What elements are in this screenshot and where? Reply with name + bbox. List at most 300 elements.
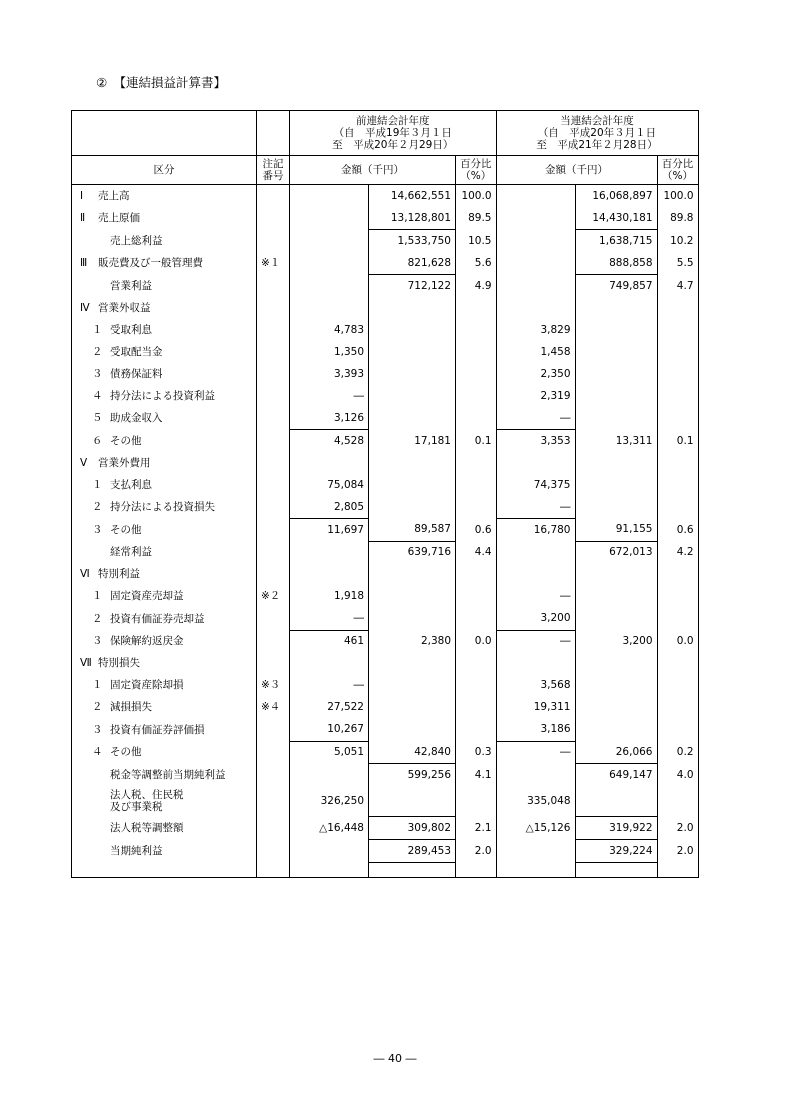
curr-subtotal (575, 496, 657, 519)
curr-ratio (657, 474, 698, 496)
curr-item-amount: 3,186 (496, 719, 575, 742)
prev-ratio (456, 341, 497, 363)
row-label (72, 385, 257, 407)
row-ordinal: １ (92, 590, 103, 603)
curr-item-amount: 19,311 (496, 697, 575, 719)
row-label (72, 519, 257, 542)
curr-ratio (657, 786, 698, 817)
row-ordinal: ３ (92, 367, 103, 380)
prev-ratio-line2: （%） (460, 170, 492, 182)
curr-item-amount: ― (496, 407, 575, 430)
curr-subtotal: 26,066 (575, 741, 657, 764)
prev-subtotal: 599,256 (369, 764, 456, 787)
prev-ratio: 5.6 (456, 252, 497, 275)
empty-cell (369, 863, 456, 878)
note-cell (257, 608, 290, 631)
prev-subtotal: 821,628 (369, 252, 456, 275)
empty-cell (657, 863, 698, 878)
note-cell (257, 385, 290, 407)
curr-subtotal: 16,068,897 (575, 185, 657, 208)
prev-ratio: 0.3 (456, 741, 497, 764)
prev-item-amount (290, 764, 369, 787)
note-cell (257, 207, 290, 230)
row-label (72, 407, 257, 430)
table-row (72, 297, 699, 319)
curr-ratio: 4.2 (657, 541, 698, 564)
prev-subtotal (369, 407, 456, 430)
row-label-text: 当期純利益 (110, 844, 163, 857)
prev-ratio (456, 786, 497, 817)
row-ordinal: Ⅶ (80, 657, 92, 670)
row-label (72, 817, 257, 840)
prev-ratio (456, 564, 497, 586)
header-blank-note (257, 111, 290, 156)
curr-subtotal (575, 452, 657, 474)
row-label-text: 投資有価証券評価損 (110, 723, 205, 736)
table-row (72, 741, 699, 764)
row-label (72, 275, 257, 298)
prev-ratio (456, 452, 497, 474)
curr-item-amount: △15,126 (496, 817, 575, 840)
prev-ratio-header (456, 156, 497, 185)
curr-subtotal: 1,638,715 (575, 230, 657, 253)
row-label-text-line2: 及び事業税 (110, 801, 163, 814)
curr-ratio (657, 496, 698, 519)
row-label-text: 投資有価証券売却益 (110, 612, 205, 625)
curr-period-to: 至 平成21年２月28日） (536, 139, 658, 152)
row-ordinal: ５ (92, 412, 103, 424)
empty-cell (257, 863, 290, 878)
prev-subtotal (369, 564, 456, 586)
curr-item-amount (496, 252, 575, 275)
table-row (72, 341, 699, 363)
table-row (72, 840, 699, 863)
prev-subtotal (369, 697, 456, 719)
row-ordinal: ６ (92, 434, 103, 447)
prev-item-amount: 1,350 (290, 341, 369, 363)
empty-cell (575, 863, 657, 878)
prev-subtotal: 13,128,801 (369, 207, 456, 230)
table-row (72, 496, 699, 519)
curr-ratio (657, 608, 698, 631)
prev-subtotal (369, 586, 456, 608)
prev-subtotal (369, 385, 456, 407)
curr-ratio: 100.0 (657, 185, 698, 208)
curr-item-amount: 3,568 (496, 675, 575, 697)
curr-subtotal (575, 608, 657, 631)
row-label (72, 319, 257, 341)
row-label-text: 持分法による投資損失 (110, 501, 215, 513)
note-cell (257, 474, 290, 496)
prev-subtotal (369, 675, 456, 697)
row-label (72, 297, 257, 319)
table-row (72, 764, 699, 787)
row-label-text: 持分法による投資利益 (110, 389, 215, 402)
prev-ratio (456, 474, 497, 496)
row-label-text: 受取利息 (110, 323, 152, 336)
curr-subtotal (575, 564, 657, 586)
curr-subtotal (575, 363, 657, 385)
prev-subtotal: 1,533,750 (369, 230, 456, 253)
prev-subtotal: 289,453 (369, 840, 456, 863)
row-label (72, 697, 257, 719)
prev-ratio (456, 719, 497, 742)
prev-ratio (456, 407, 497, 430)
prev-subtotal: 17,181 (369, 430, 456, 453)
curr-item-amount: 74,375 (496, 474, 575, 496)
header-blank (72, 111, 257, 156)
table-row (72, 719, 699, 742)
curr-subtotal (575, 653, 657, 675)
empty-cell (496, 863, 575, 878)
curr-ratio: 10.2 (657, 230, 698, 253)
curr-ratio: 0.2 (657, 741, 698, 764)
row-ordinal: Ⅲ (80, 257, 88, 269)
curr-subtotal: 749,857 (575, 275, 657, 298)
row-label-text: 税金等調整前当期純利益 (110, 768, 226, 781)
note-cell (257, 653, 290, 675)
row-ordinal: Ⅵ (80, 568, 90, 581)
row-label-text: 債務保証料 (110, 367, 163, 380)
curr-ratio (657, 385, 698, 407)
prev-subtotal (369, 719, 456, 742)
note-cell (257, 496, 290, 519)
row-label-text: その他 (110, 746, 142, 758)
row-label (72, 741, 257, 764)
prev-subtotal: 89,587 (369, 519, 456, 542)
curr-subtotal: 91,155 (575, 519, 657, 542)
curr-subtotal (575, 385, 657, 407)
prev-subtotal (369, 608, 456, 631)
prev-subtotal: 2,380 (369, 630, 456, 653)
prev-subtotal: 14,662,551 (369, 185, 456, 208)
empty-cell (72, 863, 257, 878)
row-label-text: その他 (110, 434, 142, 447)
note-no-header (257, 156, 290, 185)
prev-subtotal (369, 341, 456, 363)
curr-period-title: 当連結会計年度 (560, 114, 634, 127)
prev-amount-header: 金額（千円） (290, 156, 456, 185)
row-label (72, 230, 257, 253)
row-label-text: 法人税等調整額 (110, 821, 184, 834)
row-label-text: 助成金収入 (110, 412, 163, 424)
prev-item-amount: 5,051 (290, 741, 369, 764)
table-row (72, 608, 699, 631)
prev-ratio: 0.6 (456, 519, 497, 542)
curr-amount-header: 金額（千円） (496, 156, 657, 185)
curr-ratio (657, 407, 698, 430)
curr-subtotal (575, 786, 657, 817)
prev-ratio (456, 297, 497, 319)
prev-subtotal: 639,716 (369, 541, 456, 564)
prev-subtotal: 309,802 (369, 817, 456, 840)
prev-item-amount: 11,697 (290, 519, 369, 542)
row-ordinal: Ⅳ (80, 301, 90, 314)
table-row (72, 430, 699, 453)
row-label (72, 207, 257, 230)
curr-item-amount: 3,353 (496, 430, 575, 453)
prev-ratio: 0.1 (456, 430, 497, 453)
prev-subtotal (369, 653, 456, 675)
note-cell (257, 363, 290, 385)
row-label-text: 固定資産除却損 (110, 679, 184, 692)
curr-item-amount (496, 840, 575, 863)
row-ordinal: ３ (92, 723, 103, 736)
row-ordinal: ２ (92, 501, 103, 513)
curr-ratio (657, 653, 698, 675)
curr-item-amount (496, 653, 575, 675)
curr-ratio: 5.5 (657, 252, 698, 275)
curr-item-amount: 1,458 (496, 341, 575, 363)
prev-ratio: 4.4 (456, 541, 497, 564)
prev-ratio (456, 653, 497, 675)
prev-item-amount: 1,918 (290, 586, 369, 608)
row-label (72, 764, 257, 787)
note-no-line1: 注記 (262, 157, 284, 170)
row-label (72, 840, 257, 863)
table-row (72, 185, 699, 208)
row-ordinal: Ⅰ (80, 189, 84, 202)
row-label (72, 786, 257, 817)
row-label-text: 保険解約返戻金 (110, 635, 184, 647)
note-cell (257, 341, 290, 363)
note-no-line2: 番号 (262, 170, 284, 182)
prev-ratio (456, 496, 497, 519)
row-label (72, 496, 257, 519)
prev-ratio: 2.1 (456, 817, 497, 840)
row-ordinal: ４ (92, 389, 103, 402)
table-row (72, 519, 699, 542)
table-row (72, 319, 699, 341)
prev-ratio: 89.5 (456, 207, 497, 230)
curr-item-amount: 16,780 (496, 519, 575, 542)
row-label (72, 341, 257, 363)
prev-subtotal (369, 786, 456, 817)
row-label (72, 630, 257, 653)
prev-subtotal (369, 452, 456, 474)
curr-ratio: 2.0 (657, 817, 698, 840)
table-row (72, 230, 699, 253)
note-cell (257, 519, 290, 542)
table-end-row (72, 863, 699, 878)
table-row (72, 407, 699, 430)
row-label-text: 売上総利益 (110, 234, 163, 247)
table-row (72, 586, 699, 608)
curr-item-amount: ― (496, 496, 575, 519)
curr-subtotal: 13,311 (575, 430, 657, 453)
curr-item-amount: 335,048 (496, 786, 575, 817)
row-label-text: 受取配当金 (110, 345, 163, 358)
row-label (72, 675, 257, 697)
note-cell (257, 564, 290, 586)
curr-subtotal: 329,224 (575, 840, 657, 863)
row-label-text: 支払利息 (110, 478, 152, 491)
row-label (72, 252, 257, 275)
row-label (72, 653, 257, 675)
table-row (72, 452, 699, 474)
prev-item-amount (290, 207, 369, 230)
note-cell (257, 452, 290, 474)
note-cell (257, 840, 290, 863)
prev-item-amount: 3,126 (290, 407, 369, 430)
prev-item-amount (290, 452, 369, 474)
table-row (72, 675, 699, 697)
row-label (72, 541, 257, 564)
prev-ratio (456, 675, 497, 697)
curr-subtotal (575, 719, 657, 742)
row-label-text: 法人税、住民税 (110, 788, 184, 801)
prev-item-amount (290, 840, 369, 863)
prev-period-from: （自 平成19年３月１日 (333, 126, 452, 139)
note-cell (257, 230, 290, 253)
row-ordinal: Ⅴ (80, 456, 88, 469)
table-row (72, 252, 699, 275)
note-cell (257, 786, 290, 817)
prev-ratio (456, 319, 497, 341)
prev-ratio: 4.9 (456, 275, 497, 298)
income-statement-table (71, 110, 699, 878)
note-cell (257, 430, 290, 453)
row-ordinal: ２ (92, 345, 103, 358)
prev-subtotal (369, 496, 456, 519)
table-row (72, 363, 699, 385)
prev-item-amount: 27,522 (290, 697, 369, 719)
prev-subtotal: 42,840 (369, 741, 456, 764)
row-ordinal: ２ (92, 701, 103, 714)
prev-ratio (456, 363, 497, 385)
row-label (72, 608, 257, 631)
curr-subtotal (575, 319, 657, 341)
page-number: ― 40 ― (373, 1052, 417, 1065)
prev-item-amount (290, 185, 369, 208)
row-ordinal: ４ (92, 746, 103, 758)
note-cell (257, 275, 290, 298)
note-cell (257, 297, 290, 319)
curr-subtotal (575, 586, 657, 608)
prev-subtotal (369, 363, 456, 385)
note-cell (257, 741, 290, 764)
curr-ratio (657, 319, 698, 341)
curr-subtotal: 888,858 (575, 252, 657, 275)
curr-ratio: 0.0 (657, 630, 698, 653)
prev-item-amount (290, 230, 369, 253)
prev-item-amount (290, 541, 369, 564)
row-label-text: 営業外費用 (98, 456, 151, 469)
prev-item-amount (290, 564, 369, 586)
row-ordinal: ３ (92, 635, 103, 647)
prev-subtotal (369, 319, 456, 341)
curr-subtotal: 319,922 (575, 817, 657, 840)
curr-item-amount (496, 764, 575, 787)
curr-subtotal (575, 474, 657, 496)
prev-item-amount: △16,448 (290, 817, 369, 840)
curr-ratio (657, 564, 698, 586)
row-label (72, 430, 257, 453)
row-label-text: 特別損失 (98, 657, 140, 670)
table-row (72, 817, 699, 840)
note-cell (257, 764, 290, 787)
row-label-text: 減損損失 (110, 701, 152, 714)
prev-ratio (456, 385, 497, 407)
curr-item-amount: ― (496, 630, 575, 653)
empty-cell (456, 863, 497, 878)
prev-subtotal: 712,122 (369, 275, 456, 298)
curr-item-amount: 3,200 (496, 608, 575, 631)
curr-item-amount: ― (496, 586, 575, 608)
curr-subtotal (575, 407, 657, 430)
row-label-text: 売上高 (98, 189, 130, 202)
note-cell: ※２ (257, 586, 290, 608)
row-ordinal: １ (92, 323, 103, 336)
note-cell: ※４ (257, 697, 290, 719)
row-label (72, 363, 257, 385)
empty-cell (290, 863, 369, 878)
prev-ratio: 2.0 (456, 840, 497, 863)
curr-period-from: （自 平成20年３月１日 (537, 126, 657, 139)
curr-ratio-line2: （%） (662, 170, 693, 182)
prev-item-amount: 4,783 (290, 319, 369, 341)
row-ordinal: Ⅱ (80, 212, 86, 224)
note-cell (257, 630, 290, 653)
prev-ratio: 4.1 (456, 764, 497, 787)
curr-subtotal: 3,200 (575, 630, 657, 653)
row-ordinal: ３ (92, 523, 103, 536)
table-row (72, 653, 699, 675)
curr-ratio (657, 363, 698, 385)
prev-period-to: 至 平成20年２月29日） (332, 139, 454, 152)
curr-subtotal: 672,013 (575, 541, 657, 564)
curr-subtotal: 649,147 (575, 764, 657, 787)
curr-ratio: 89.8 (657, 207, 698, 230)
note-cell (257, 817, 290, 840)
curr-item-amount (496, 452, 575, 474)
row-label (72, 452, 257, 474)
prev-subtotal (369, 474, 456, 496)
prev-item-amount (290, 653, 369, 675)
curr-item-amount: 2,350 (496, 363, 575, 385)
curr-subtotal (575, 297, 657, 319)
note-cell (257, 719, 290, 742)
prev-item-amount (290, 275, 369, 298)
table-row (72, 697, 699, 719)
curr-subtotal: 14,430,181 (575, 207, 657, 230)
curr-ratio (657, 341, 698, 363)
curr-ratio (657, 719, 698, 742)
curr-ratio: 0.6 (657, 519, 698, 542)
curr-ratio: 0.1 (657, 430, 698, 453)
row-label-text: 販売費及び一般管理費 (98, 257, 203, 269)
prev-item-amount (290, 297, 369, 319)
row-label-text: その他 (110, 523, 142, 536)
prev-item-amount: ― (290, 385, 369, 407)
curr-ratio (657, 697, 698, 719)
curr-item-amount: ― (496, 741, 575, 764)
row-ordinal: １ (92, 478, 103, 491)
prev-item-amount: 2,805 (290, 496, 369, 519)
prev-subtotal (369, 297, 456, 319)
statement-title: ② 【連結損益計算書】 (96, 75, 226, 90)
row-label-text: 固定資産売却益 (110, 590, 184, 603)
row-ordinal: ２ (92, 612, 103, 625)
curr-ratio: 2.0 (657, 840, 698, 863)
prev-period-title: 前連結会計年度 (356, 114, 430, 127)
curr-item-amount: 2,319 (496, 385, 575, 407)
curr-ratio (657, 675, 698, 697)
curr-item-amount (496, 207, 575, 230)
prev-ratio: 0.0 (456, 630, 497, 653)
prev-item-amount: 461 (290, 630, 369, 653)
table-row (72, 786, 699, 817)
